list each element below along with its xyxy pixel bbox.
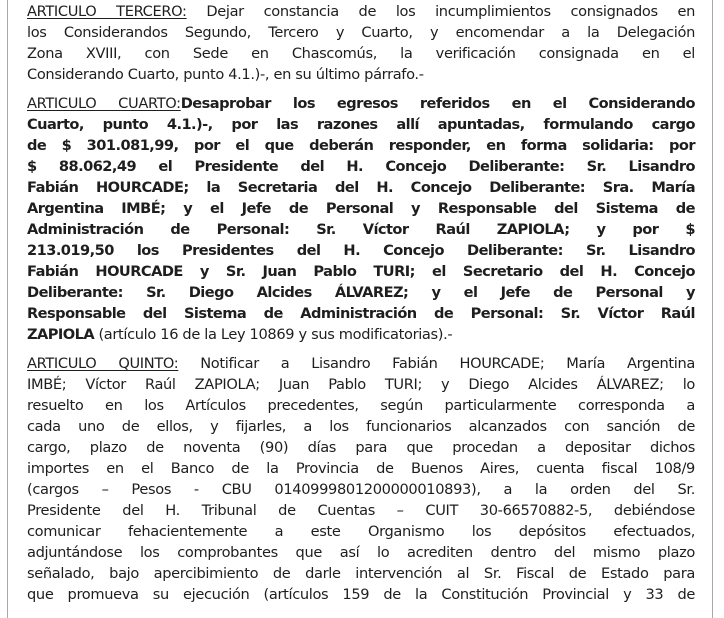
text-line: comunicar fehacientemente a este Organismo los depósitos efectuados, bbox=[27, 523, 695, 540]
article-quinto bbox=[27, 353, 695, 605]
article-tercero bbox=[27, 1, 695, 85]
text-run: (artículo 16 de la Ley 10869 y sus modificatorias).- bbox=[94, 326, 453, 343]
text-line: Considerando Cuarto, punto 4.1.)-, en su último párrafo.- bbox=[27, 66, 424, 83]
text-line: Fabián HOURCADE; la Secretaria del H. Concejo Deliberante: Sra. María bbox=[27, 179, 695, 196]
text-line: que promueva su ejecución (artículos 159 de la Constitución Provincial y 33 de bbox=[27, 586, 695, 603]
text-line: Responsable del Sistema de Administración de Personal: Sr. Víctor Raúl bbox=[27, 305, 695, 322]
text-line: (cargos – Pesos - CBU 0140999801200000010893), a la orden del Sr. bbox=[27, 481, 695, 498]
article-heading: ARTICULO QUINTO: bbox=[27, 355, 179, 372]
text-line bbox=[27, 353, 695, 374]
text-run-bold: Desaprobar los egresos referidos en el Considerando bbox=[180, 95, 695, 112]
text-run: Notificar a Lisandro Fabián HOURCADE; María Argentina bbox=[178, 355, 695, 372]
text-line: $ 88.062,49 el Presidente del H. Concejo Deliberante: Sr. Lisandro bbox=[27, 158, 695, 175]
text-line: Argentina IMBÉ; y el Jefe de Personal y Responsable del Sistema de bbox=[27, 200, 695, 217]
text-line: Cuarto, punto 4.1.)-, por las razones allí apuntadas, formulando cargo bbox=[27, 116, 695, 133]
text-line: 213.019,50 los Presidentes del H. Concejo Deliberante: Sr. Lisandro bbox=[27, 242, 695, 259]
text-line: Administración de Personal: Sr. Víctor Raúl ZAPIOLA; y por $ bbox=[27, 221, 695, 238]
article-heading: ARTICULO CUARTO: bbox=[27, 95, 181, 112]
text-line: importes en el Banco de la Provincia de Buenos Aires, cuenta fiscal 108/9 bbox=[27, 460, 695, 477]
text-line: Deliberante: Sr. Diego Alcides ÁLVAREZ; y el Jefe de Personal y bbox=[27, 284, 695, 301]
article-heading: ARTICULO TERCERO: bbox=[27, 3, 187, 20]
text-line: adjuntándose los comprobantes que así lo acrediten dentro del mismo plazo bbox=[27, 544, 695, 561]
text-line: los Considerandos Segundo, Tercero y Cuarto, y encomendar a la Delegación bbox=[27, 24, 695, 41]
text-line: resuelto en los Artículos precedentes, según particularmente corresponda a bbox=[27, 397, 695, 414]
text-line: señalado, bajo apercibimiento de darle intervención al Sr. Fiscal de Estado para bbox=[27, 565, 695, 582]
article-cuarto bbox=[27, 93, 695, 345]
text-line bbox=[27, 324, 695, 345]
text-line bbox=[27, 1, 695, 22]
text-line: Fabián HOURCADE y Sr. Juan Pablo TURI; el Secretario del H. Concejo bbox=[27, 263, 695, 280]
text-line: IMBÉ; Víctor Raúl ZAPIOLA; Juan Pablo TURI; y Diego Alcides ÁLVAREZ; lo bbox=[27, 376, 695, 393]
text-run: Dejar constancia de los incumplimientos consignados en bbox=[186, 3, 696, 20]
text-line: Presidente del H. Tribunal de Cuentas – CUIT 30-66570882-5, debiéndose bbox=[27, 502, 695, 519]
text-line bbox=[27, 93, 695, 114]
text-line: cada uno de ellos, y fijarles, a los funcionarios alcanzados con sanción de bbox=[27, 418, 695, 435]
text-line: de $ 301.081,99, por el que deberán responder, en forma solidaria: por bbox=[27, 137, 695, 154]
text-run-bold: ZAPIOLA bbox=[27, 326, 95, 343]
text-line: cargo, plazo de noventa (90) días para que procedan a depositar dichos bbox=[27, 439, 695, 456]
text-line: Zona XVIII, con Sede en Chascomús, la verificación consignada en el bbox=[27, 45, 695, 62]
